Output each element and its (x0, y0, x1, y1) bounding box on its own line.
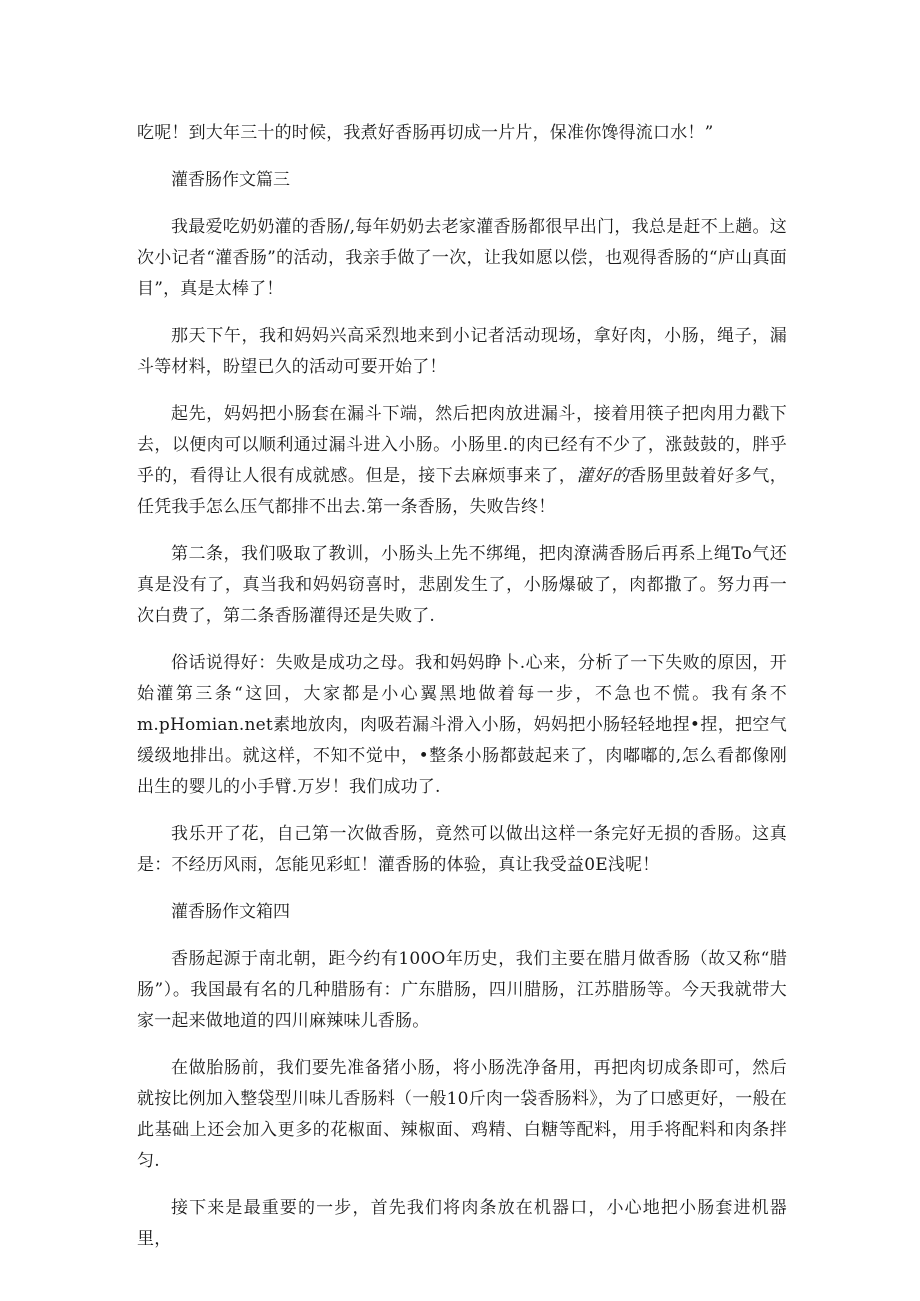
paragraph-4 (137, 399, 787, 523)
paragraph-4-part-1: 起先，妈妈把小肠套在漏斗下端，然后把肉放进漏斗，接着用筷子把肉用力戳下去，以便肉可以顺利通过漏斗进入小肠。小肠里.的肉已经有不少了，涨鼓鼓的，胖乎乎的，看得让人很有成就感。但是，接下去麻烦事来了， (137, 404, 787, 486)
paragraph-2: 我最爱吃奶奶灌的香肠/,每年奶奶去老家灌香肠都很早出门，我总是赶不上趟。这次小记者“灌香肠”的活动，我亲手做了一次，让我如愿以偿，也观得香肠的“庐山真面目”，真是太棒了！ (137, 217, 787, 299)
paragraph-9: 在做胎肠前，我们要先准备猪小肠，将小肠洗净备用，再把肉切成条即可，然后就按比例加入整袋型川味儿香肠料（一般10斤肉一袋香肠料》，为了口感更好，一般在此基础上还会加入更多的花椒面、辣椒面、鸡精、白糖等配料，用手将配料和肉条拌匀. (137, 1058, 787, 1171)
paragraph-1: 吃呢！到大年三十的时候，我煮好香肠再切成一片片，保准你馋得流口水！” (137, 123, 714, 143)
section-heading-3: 灌香肠作文篇三 (171, 170, 290, 190)
paragraph-4-italic: 灌好的 (576, 466, 630, 486)
section-heading-4: 灌香肠作文箱四 (171, 902, 290, 922)
paragraph-8: 香肠起源于南北朝，距今约有100O年历史，我们主要在腊月做香肠（故又称“腊肠”）。我国最有名的几种腊肠有：广东腊肠，四川腊肠，江苏腊肠等。今天我就带大家一起来做地道的四川麻辣味儿香肠。 (137, 949, 787, 1031)
paragraph-3: 那天下午，我和妈妈兴高采烈地来到小记者活动现场，拿好肉，小肠，绳子，漏斗等材料，盼望已久的活动可要开始了！ (137, 326, 787, 377)
paragraph-5: 第二条，我们吸取了教训，小肠头上先不绑绳，把肉潦满香肠后再系上绳To气还真是没有了，真当我和妈妈窃喜时，悲剧发生了，小肠爆破了，肉都撒了。努力再一次白费了，第二条香肠灌得还是失败了. (137, 544, 787, 626)
paragraph-4-part-2: 香肠里鼓着好多气，任凭我手怎么压气都排不出去.第一条香肠，失败告终！ (137, 466, 787, 517)
paragraph-7: 我乐开了花，自己第一次做香肠，竟然可以做出这样一条完好无损的香肠。这真是：不经历风雨，怎能见彩虹！灌香肠的体验，真让我受益0E浅呢！ (137, 824, 787, 875)
paragraph-10: 接下来是最重要的一步，首先我们将肉条放在机器口，小心地把小肠套进机器里， (137, 1198, 787, 1249)
paragraph-6: 俗话说得好：失败是成功之母。我和妈妈睁卜.心来，分析了一下失败的原因，开始灌第三条“这回，大家都是小心翼黑地做着每一步，不急也不慌。我有条不m.pHomian.net素地放肉，肉吸若漏斗滑入小肠，妈妈把小肠轻轻地捏•捏，把空气缓级地排出。就这样，不知不觉中，•整条小肠都鼓起来了，肉嘟嘟的,怎么看都像刚出生的婴儿的小手臂.万岁！我们成功了. (137, 653, 787, 797)
document-body (137, 118, 787, 1271)
